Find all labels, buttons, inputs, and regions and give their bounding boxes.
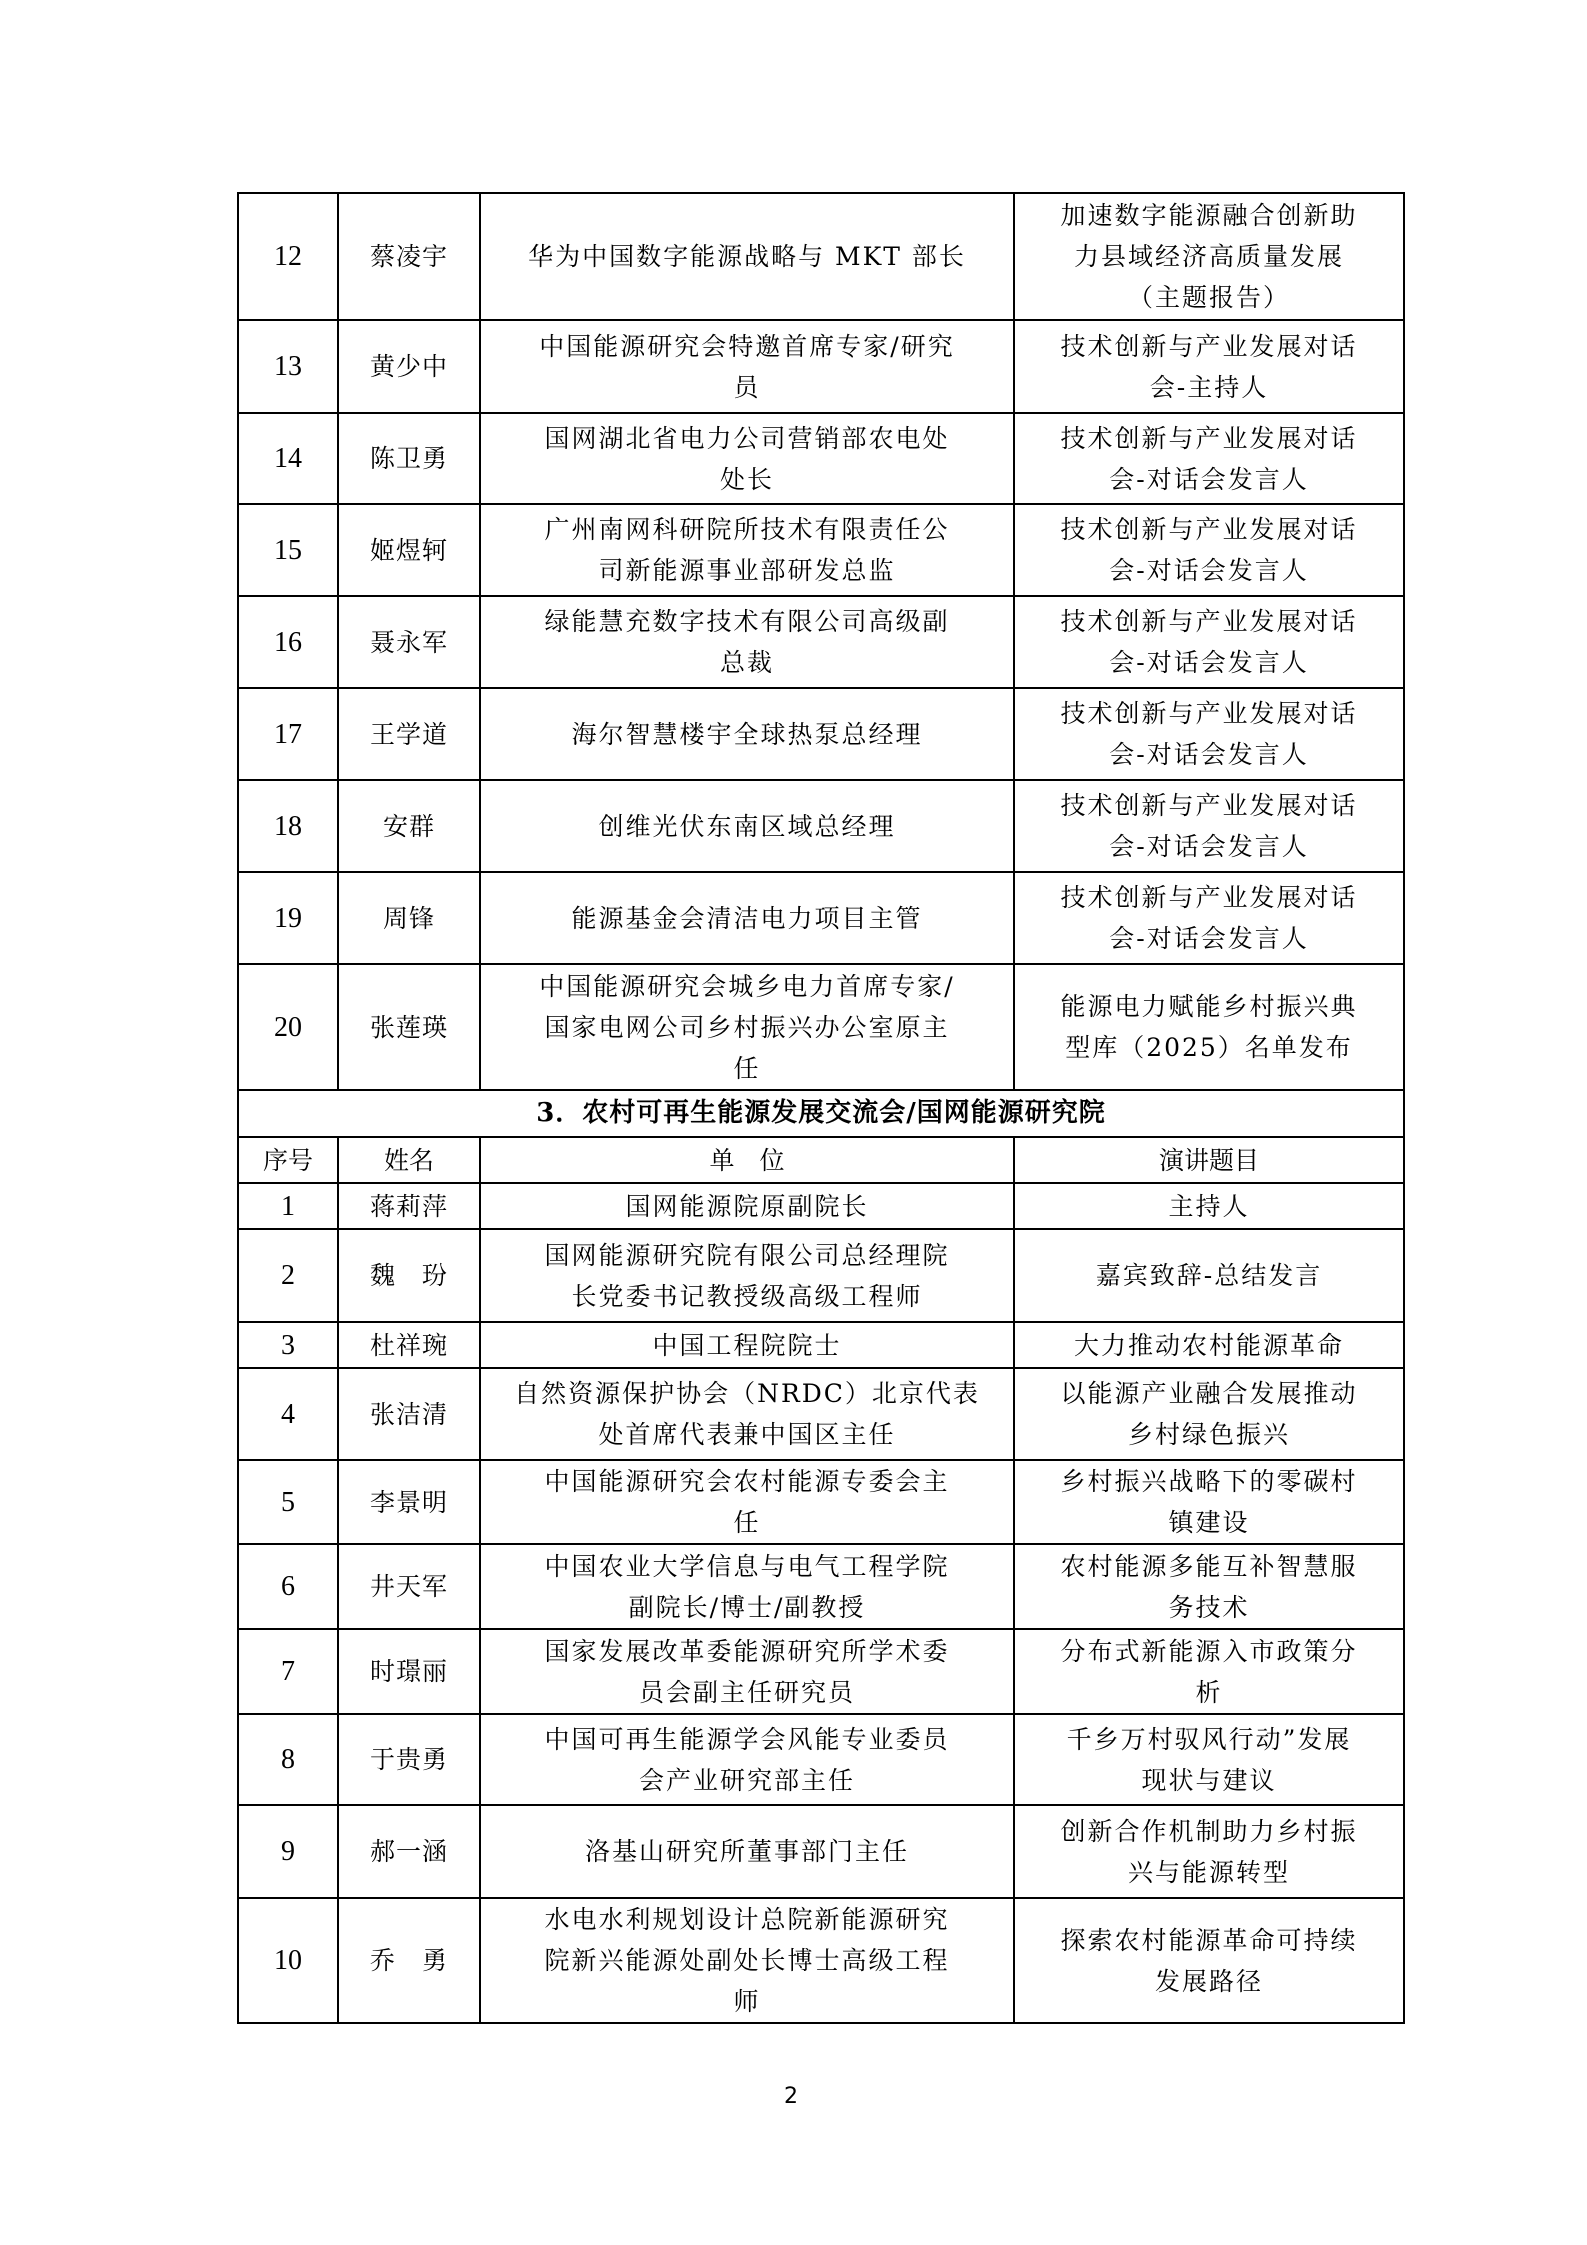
cell-speech-topic	[1014, 1229, 1404, 1322]
column-header-name: 姓名	[338, 1137, 480, 1183]
table-row	[238, 964, 1404, 1090]
text-line: 国网湖北省电力公司营销部农电处	[544, 423, 950, 453]
cell-speaker-name: 郝一涵	[338, 1805, 480, 1898]
text-line: 以能源产业融合发展推动	[1060, 1379, 1358, 1408]
cell-speaker-name: 井天军	[338, 1544, 480, 1629]
text-line: 绿能慧充数字技术有限公司高级副	[544, 607, 950, 636]
text-line: 处首席代表兼中国区主任	[598, 1420, 896, 1449]
table-row	[238, 688, 1404, 780]
text-line: 国家电网公司乡村振兴办公室原主	[544, 1012, 950, 1042]
cell-number: 13	[238, 320, 338, 413]
cell-speech-topic	[1014, 1714, 1404, 1805]
header-row	[238, 1137, 1404, 1183]
cell-number: 19	[238, 872, 338, 964]
cell-speaker-name: 于贵勇	[338, 1714, 480, 1805]
text-line: 自然资源保护协会（NRDC）北京代表	[514, 1379, 980, 1408]
cell-number: 2	[238, 1229, 338, 1322]
table-row	[238, 504, 1404, 596]
text-line: 中国能源研究会农村能源专委会主	[544, 1467, 950, 1496]
text-line: 技术创新与产业发展对话	[1060, 699, 1358, 728]
text-line: 师	[733, 1987, 761, 2016]
text-line: 员会副主任研究员	[638, 1677, 855, 1707]
text-line: 技术创新与产业发展对话	[1060, 515, 1358, 544]
page-number: 2	[784, 2084, 798, 2109]
speaker-table	[237, 192, 1405, 2024]
cell-number: 5	[238, 1460, 338, 1544]
cell-speech-topic	[1014, 320, 1404, 413]
cell-number: 16	[238, 596, 338, 688]
table-row	[238, 1460, 1404, 1544]
table-row	[238, 1229, 1404, 1322]
cell-organization	[480, 688, 1014, 780]
text-line: 国网能源院原副院长	[625, 1191, 869, 1221]
cell-organization	[480, 1629, 1014, 1714]
cell-organization	[480, 964, 1014, 1090]
cell-speaker-name: 张莲瑛	[338, 964, 480, 1090]
cell-number: 20	[238, 964, 338, 1090]
text-line: 会产业研究部主任	[638, 1765, 855, 1795]
cell-speech-topic	[1014, 1898, 1404, 2023]
text-line: 会-对话会发言人	[1109, 464, 1309, 494]
text-line: 中国工程院院士	[652, 1330, 842, 1360]
cell-speech-topic	[1014, 780, 1404, 872]
cell-organization	[480, 780, 1014, 872]
cell-organization	[480, 596, 1014, 688]
text-line: 技术创新与产业发展对话	[1060, 883, 1358, 912]
text-line: 分布式新能源入市政策分	[1060, 1636, 1358, 1666]
cell-speaker-name: 黄少中	[338, 320, 480, 413]
text-line: 司新能源事业部研发总监	[598, 556, 896, 585]
table-row	[238, 1368, 1404, 1460]
cell-organization	[480, 1898, 1014, 2023]
text-line: 总裁	[719, 648, 774, 677]
cell-organization	[480, 1368, 1014, 1460]
table-row	[238, 1898, 1404, 2023]
cell-speaker-name: 蔡凌宇	[338, 193, 480, 320]
text-line: 技术创新与产业发展对话	[1060, 791, 1358, 820]
table-row	[238, 1629, 1404, 1714]
text-line: 洛基山研究所董事部门主任	[584, 1837, 909, 1866]
table-row	[238, 1805, 1404, 1898]
cell-speech-topic	[1014, 596, 1404, 688]
cell-number: 18	[238, 780, 338, 872]
text-line: 会-对话会发言人	[1109, 556, 1309, 585]
cell-speech-topic	[1014, 1805, 1404, 1898]
text-line: 会-对话会发言人	[1109, 924, 1309, 953]
cell-speech-topic	[1014, 1368, 1404, 1460]
text-line: 国网能源研究院有限公司总经理院	[544, 1240, 950, 1270]
cell-organization	[480, 1229, 1014, 1322]
cell-speech-topic	[1014, 872, 1404, 964]
cell-number: 7	[238, 1629, 338, 1714]
text-line: 主持人	[1168, 1191, 1250, 1221]
text-line: 处长	[719, 464, 774, 494]
text-line: 任	[733, 1508, 761, 1537]
text-line: 创新合作机制助力乡村振	[1060, 1816, 1358, 1846]
cell-number: 3	[238, 1322, 338, 1368]
text-line: 探索农村能源革命可持续	[1060, 1925, 1358, 1955]
column-header-topic: 演讲题目	[1014, 1137, 1404, 1183]
text-line: 乡村振兴战略下的零碳村	[1060, 1467, 1358, 1496]
cell-number: 6	[238, 1544, 338, 1629]
cell-number: 9	[238, 1805, 338, 1898]
text-line: 镇建设	[1168, 1508, 1250, 1537]
cell-speaker-name: 魏 玢	[338, 1229, 480, 1322]
text-line: 能源基金会清洁电力项目主管	[571, 903, 923, 933]
column-header-unit: 单 位	[480, 1137, 1014, 1183]
cell-organization	[480, 872, 1014, 964]
text-line: 力县域经济高质量发展	[1073, 242, 1344, 271]
text-line: 会-对话会发言人	[1109, 740, 1309, 769]
text-line: 院新兴能源处副处长博士高级工程	[544, 1946, 950, 1975]
cell-speaker-name: 聂永军	[338, 596, 480, 688]
text-line: 长党委书记教授级高级工程师	[571, 1281, 923, 1311]
text-line: 技术创新与产业发展对话	[1060, 607, 1358, 636]
text-line: 技术创新与产业发展对话	[1060, 331, 1358, 361]
text-line: 会-对话会发言人	[1109, 832, 1309, 861]
cell-speaker-name: 姬煜轲	[338, 504, 480, 596]
text-line: 发展路径	[1154, 1966, 1263, 1996]
text-line: 员	[733, 372, 761, 402]
text-line: 加速数字能源融合创新助	[1060, 201, 1358, 230]
cell-organization	[480, 1460, 1014, 1544]
table-row	[238, 320, 1404, 413]
cell-speaker-name: 王学道	[338, 688, 480, 780]
cell-speech-topic	[1014, 1544, 1404, 1629]
text-line: 乡村绿色振兴	[1127, 1420, 1290, 1449]
text-line: 华为中国数字能源战略与 MKT 部长	[528, 242, 966, 271]
table-block-section-3	[238, 1090, 1404, 1183]
table-row	[238, 1183, 1404, 1229]
section-title: 3．农村可再生能源发展交流会/国网能源研究院	[238, 1090, 1404, 1137]
cell-number: 14	[238, 413, 338, 504]
text-line: 国家发展改革委能源研究所学术委	[544, 1636, 950, 1666]
cell-number: 15	[238, 504, 338, 596]
table-block-previous-session	[238, 193, 1404, 1090]
text-line: 析	[1195, 1677, 1223, 1707]
text-line: 会-对话会发言人	[1109, 648, 1309, 677]
table-row	[238, 193, 1404, 320]
text-line: 任	[733, 1053, 761, 1083]
section-title-row	[238, 1090, 1404, 1137]
column-header-no: 序号	[238, 1137, 338, 1183]
text-line: 中国能源研究会特邀首席专家/研究	[539, 331, 955, 361]
cell-speech-topic	[1014, 413, 1404, 504]
table-row	[238, 413, 1404, 504]
cell-speech-topic	[1014, 1322, 1404, 1368]
text-line: 中国农业大学信息与电气工程学院	[544, 1551, 950, 1581]
table-row	[238, 780, 1404, 872]
text-line: 中国能源研究会城乡电力首席专家/	[539, 971, 955, 1001]
cell-speaker-name: 张洁清	[338, 1368, 480, 1460]
cell-number: 1	[238, 1183, 338, 1229]
cell-number: 17	[238, 688, 338, 780]
cell-organization	[480, 1714, 1014, 1805]
cell-speaker-name: 杜祥琬	[338, 1322, 480, 1368]
text-line: 中国可再生能源学会风能专业委员	[544, 1724, 950, 1754]
text-line: 广州南网科研院所技术有限责任公	[544, 515, 950, 544]
text-line: （主题报告）	[1127, 283, 1290, 312]
cell-speech-topic	[1014, 193, 1404, 320]
table-row	[238, 872, 1404, 964]
cell-organization	[480, 1805, 1014, 1898]
text-line: 千乡万村驭风行动”发展	[1066, 1724, 1352, 1754]
cell-organization	[480, 193, 1014, 320]
text-line: 兴与能源转型	[1127, 1857, 1290, 1887]
cell-speech-topic	[1014, 1460, 1404, 1544]
cell-number: 10	[238, 1898, 338, 2023]
cell-speech-topic	[1014, 1629, 1404, 1714]
text-line: 副院长/博士/副教授	[628, 1592, 866, 1622]
cell-organization	[480, 1322, 1014, 1368]
cell-organization	[480, 1544, 1014, 1629]
text-line: 型库（2025）名单发布	[1065, 1033, 1353, 1062]
cell-speech-topic	[1014, 1183, 1404, 1229]
table-row	[238, 1544, 1404, 1629]
cell-speaker-name: 时璟丽	[338, 1629, 480, 1714]
cell-speaker-name: 安群	[338, 780, 480, 872]
cell-speech-topic	[1014, 688, 1404, 780]
text-line: 农村能源多能互补智慧服	[1060, 1551, 1358, 1581]
text-line: 技术创新与产业发展对话	[1060, 423, 1358, 453]
text-line: 海尔智慧楼宇全球热泵总经理	[571, 719, 923, 749]
cell-organization	[480, 1183, 1014, 1229]
cell-number: 8	[238, 1714, 338, 1805]
text-line: 嘉宾致辞-总结发言	[1095, 1261, 1323, 1290]
text-line: 大力推动农村能源革命	[1073, 1330, 1344, 1360]
table-row	[238, 1714, 1404, 1805]
table-row	[238, 596, 1404, 688]
text-line: 务技术	[1168, 1592, 1250, 1622]
cell-speaker-name: 周锋	[338, 872, 480, 964]
cell-speaker-name: 李景明	[338, 1460, 480, 1544]
text-line: 能源电力赋能乡村振兴典	[1060, 992, 1358, 1021]
cell-speech-topic	[1014, 964, 1404, 1090]
cell-organization	[480, 320, 1014, 413]
cell-speaker-name: 蒋莉萍	[338, 1183, 480, 1229]
text-line: 会-主持人	[1149, 372, 1269, 402]
text-line: 现状与建议	[1141, 1765, 1277, 1795]
cell-organization	[480, 413, 1014, 504]
text-line: 水电水利规划设计总院新能源研究	[544, 1905, 950, 1934]
cell-speech-topic	[1014, 504, 1404, 596]
cell-number: 12	[238, 193, 338, 320]
cell-organization	[480, 504, 1014, 596]
cell-speaker-name: 陈卫勇	[338, 413, 480, 504]
table-row	[238, 1322, 1404, 1368]
text-line: 创维光伏东南区域总经理	[598, 811, 896, 841]
cell-number: 4	[238, 1368, 338, 1460]
cell-speaker-name: 乔 勇	[338, 1898, 480, 2023]
table-block-section-3-rows	[238, 1183, 1404, 2023]
